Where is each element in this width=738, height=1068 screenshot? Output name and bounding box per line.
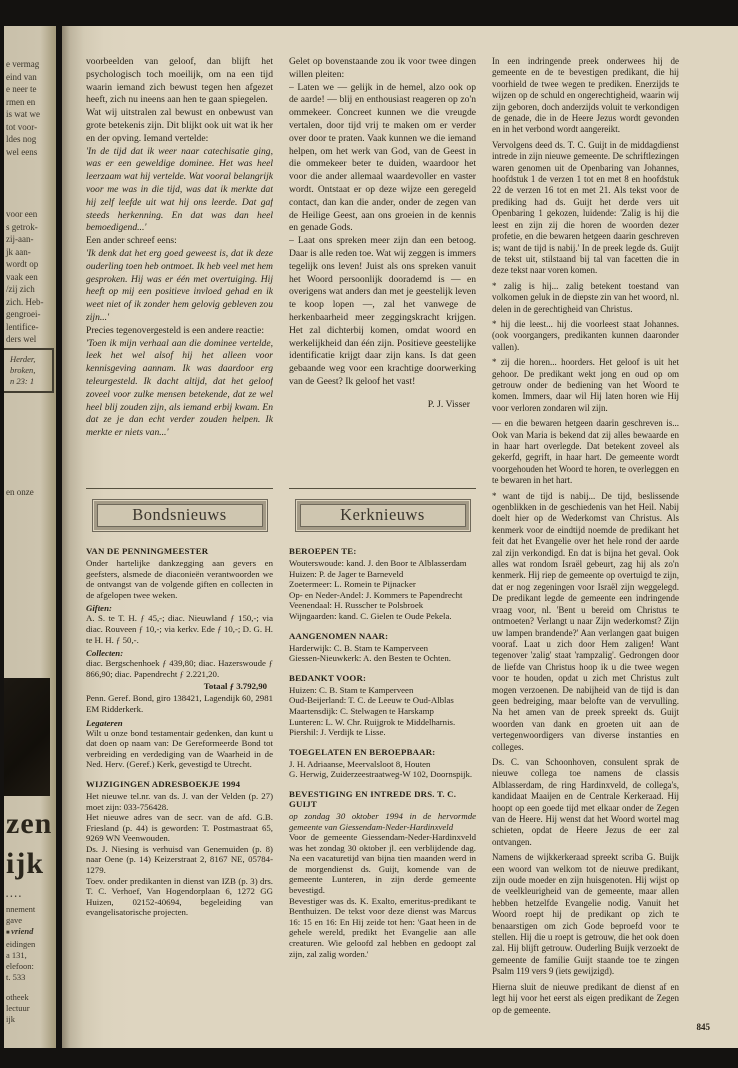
kerknieuws-banner [295,499,471,532]
body-paragraph: Wat wij uitstralen zal bewust en onbewust van grote betekenis zijn. Dit blijkt ook uit wat ik her en der opving. Iemand vertelde: [86,107,273,144]
column-right [492,56,679,1030]
news-paragraph: Het nieuwe adres van de secr. van de afd. G.B. Friesland (p. 44) is geworden: T. Postmastraat 65, 9269 WN Veenwouden. [86,812,273,844]
news-item: Huizen: C. B. Stam te Kamperveen [289,684,414,695]
edge-fragment: eind van [6,71,37,82]
news-item: Harderwijk: C. B. Stam te Kamperveen [289,642,429,653]
body-paragraph: Precies tegenovergesteld is een andere reactie: [86,324,265,336]
report-paragraph: * zij die horen... hoorders. Het geloof is uit het gehoor. De predikant wekt jong en oud op om getrouw onder de bediening van het Woord te komen. Immers, daar wil Hij laten horen wie Hij voor verloren zondaren wil zijn. [492,357,679,413]
edge-fragment: en onze [6,487,34,497]
news-paragraph: A. S. te T. H. ƒ 45,-; diac. Nieuwland ƒ 150,-; via diac. Rouveen ƒ 10,-; via kerkv. Ede ƒ 10,-; D. G. H. te H. H. ƒ 50,-. [86,613,273,645]
edge-fragment: a 131, [6,950,27,960]
edge-fragment: /zij zich [6,284,35,294]
news-item: Maartensdijk: C. Stelwagen te Harskamp [289,705,434,716]
edge-quote-line: n 23: 1 [10,376,35,386]
section-title: BEVESTIGING EN INTREDE DRS. T. C. GUIJT [289,788,457,809]
edge-fragment: ijk [6,1014,15,1024]
news-item: Veenendaal: H. Russcher te Polsbroek [289,600,424,611]
edge-fragment: gave [6,915,23,925]
body-paragraph: – Laten we — gelijk in de hemel, alzo ook op de aarde! — blij en enthousiast reageren op zo'n ommekeer. Concreet kunnen we die vreugde vertalen, door tijd vrij te maken om er verder over door te praten. Vaak kunnen we die iemand helpen, om het werk van God, van de Geest in die ommekeer beter te duiden, waardoor het voor die ander allemaal waardevoller en vaster wordt. Ontstaat er op deze wijze een geregeld contact, dan kan die ander, onder de zegen van de Heilige Geest, aan ons groeien in de kennis en genade Gods. [289,81,476,234]
news-item: Zoetermeer: L. Romein te Pijnacker [289,579,416,590]
edge-photo-fragment [4,678,50,796]
edge-fragment: lectuur [6,1003,30,1013]
body-paragraph: – Laat ons spreken meer zijn dan een betoog. Daar is alle reden toe. Wat wij zeggen is immers tegelijk ons leven! Juist als ons spreken vanuit het Woord persoonlijk doorademd is — en overigens wat anders dan met je geestelijk leven te koop lopen —, zal het vanwege de herkenbaarheid meer zeggingskracht krijgen. Het zal dichterbij komen, omdat woord en werkelijkheid dan één zijn. Positieve geestelijke identificatie krijgt daar zijn kans. Is dat geen gebaande weg voor een krachtige doorwerking van de Geest? Ik geloof het vast! [289,235,476,387]
page-columns [86,56,680,1030]
report-paragraph: Ds. C. van Schoonhoven, consulent sprak de nieuwe collega toe namens de classis Alblasserdam, de ring Hardinxveld, de collega's, kandidaat Maaijen en de Centrale Kerkeraad. Hij hoopt op een goede tijd met elkaar onder de Zegen van de Heere. Hij wenst dat het Woord wortel mag schieten, opdat de Heere Jezus de eer zal ontvangen. [492,756,679,847]
edge-fragment: wel eens [6,146,38,157]
body-paragraph: Een ander schreef eens: [86,235,177,247]
edge-fragment: nnement [6,904,36,914]
news-item: G. Herwig, Zuiderzeestraatweg-W 102, Doornspijk. [289,769,473,780]
bondsnieuws-banner [92,499,268,532]
kerknieuws-section [289,488,476,1030]
news-paragraph: Onder hartelijke dankzegging aan gevers en geefsters, alsmede de diaconieën verantwoorden we de ontvangst van de volgende giften en collecten in de afgelopen twee weken. [86,558,273,600]
news-item: Giessen-Nieuwkerk: A. den Besten te Ochten. [289,653,451,664]
news-item: Lunteren: L. W. Chr. Ruijgrok te Middelharnis. [289,716,456,727]
news-paragraph: Toev. onder predikanten in dienst van IZB (p. 3) drs. T. C. Verhoef, Van Hogendorplaan 6, 1272 GG Huizen, 02152-40694, begeleiding van evangelisatorische projecten. [86,875,273,918]
news-item: Op- en Neder-Andel: J. Kommers te Papendrecht [289,589,463,600]
news-paragraph: diac. Bergschenhoek ƒ 439,80; diac. Hazerswoude ƒ 866,90; diac. Papendrecht ƒ 2.221,20. [86,658,273,679]
news-item: Wouterswoude: kand. J. den Boor te Alblasserdam [289,558,467,568]
edge-fragment: zij-aan- [6,234,34,244]
article-left-column [86,56,273,480]
body-paragraph-quote: 'Ik denk dat het erg goed geweest is, dat ik deze ouderling toen heb ontmoet. Ik heb veel met hem gesproken. Hij was er één met overtuiging. Hij heeft op mij een positieve invloed gehad en ik weet niet of ik zonder hem gelovig gebleven zou zijn...' [86,247,273,323]
report-paragraph: Vervolgens deed ds. T. C. Guijt in de middagdienst intrede in zijn nieuwe gemeente. De schriftlezingen waren genomen uit de Openbaring van Johannes, hoofdstuk 1 de verzen 1 tot en met 8 en hoofdstuk 22 de verzen 16 tot en met 21. Als tekst voor de prediking had ds. Guijt het derde vers uit Openbaring 1 gekozen, luidende: 'Zalig is hij die leest en zijn zij die horen de woorden dezer profetie, en die bewaren hetgeen daarin geschreven is; want de tijd is nabij.' In de preek legde ds. Guijt de tekst uit, stilstaand bij tal van facetten die in deze tekst naar voren komen. [492,139,679,276]
report-paragraph: * zalig is hij... zalig betekent toestand van volkomen geluk in de diepste zin van het woord, nl. delen in de gerechtigheid van Christus. [492,280,679,314]
edge-fragment: ders wel [6,334,37,344]
edge-masthead-line: ijk [6,847,45,880]
column-middle [289,56,476,1030]
news-paragraph: Bevestiger was ds. K. Exalto, emeritus-predikant te Benthuizen. De tekst voor deze dienst was Marcus 16: 15 en 16: En Hij zeide tot hen: 'Gaat heen in de gehele wereld, predikt het Evangelie aan alle creaturen. Wie geloofd zal hebben en gedoopt zal zijn, zal zalig worden.' [289,895,476,959]
edge-fragment: e neer te [6,84,37,94]
edge-fragment: s getrok- [6,221,38,232]
edge-fragment: eidingen [6,939,36,949]
page-number: 845 [696,1022,710,1032]
author-signature: P. J. Visser [427,398,470,410]
edge-fragment: tot voor- [6,121,38,132]
edge-fragment: gengroei- [6,309,41,319]
edge-quote-box [4,348,54,393]
kerknieuws-banner-label: Kerknieuws [340,505,425,524]
news-item: Huizen: P. de Jager te Barneveld [289,568,404,579]
news-paragraph: Ds. J. Niesing is verhuisd van Genemuiden (p. 8) naar Oene (p. 14) Keizerstraat 2, 8167 NE, 05784-1279. [86,843,273,876]
collecten-label: Collecten: [86,648,124,659]
report-paragraph: * want de tijd is nabij... De tijd, beslissende ogenblikken in de geschiedenis van het Heil. Nabij doelt hier op de Wederkomst van Christus. Als kenmerk voor de eindtijd noemde de predikant het feit dat het Evangelie over het hele rond der aarde zal zijn verkondigd. En dat is bijna het geval. Ook alles wat rondom Israël gebeurt, zag hij als zo'n kenmerk. Hij riep de gemeente op overtuigd te zijn, dat er nog zegeningen voor Israël zijn weggelegd. De predikant legde de gemeente een indringende vraag voor, nl. 'Bent u bereid om Christus te ontmoeten? Verlangt u naar Zijn wederkomst? Zijn uw lampen brandende?' Aan verlangen gaat buigen vooraf. Laat u zich door Hem zaligen! Want tegenover 'zalig' staat 'rampzalig'. Gedrongen door de liefde van Christus hoop ik u die twee wegen voor te houden, opdat u zich met Christus zult mogen verzoenen. De nabijheid van de tijd is dan geen bedreiging, maar belofte van de vervulling. Na het amen van de preek spreekt ds. Guijt woorden van dank en groeten uit aan de vertegenwoordigers van diverse instanties en colleges. [492,490,679,752]
edge-fragment: lentifice- [6,321,39,332]
edge-fragment: ldes nog [6,134,37,144]
news-paragraph: Voor de gemeente Giessendam-Neder-Hardinxveld was het zondag 30 oktober jl. een verblijdende dag. Na een vacaturetijd van bijna tien maanden werd in de morgendienst ds. Guijt, komende van de gemeente Lunteren, in zijn derde gemeente bevestigd. [289,832,476,896]
edge-text-fragments-top [6,58,40,158]
bevestiging-subtitle: op zondag 30 oktober 1994 in de hervormde gemeente van Giessendam-Neder-Hardinxveld [289,810,476,832]
report-paragraph: Namens de wijkkerkeraad spreekt scriba G. Buijk een woord van welkom tot de nieuwe predikant, zijn oude moeder en zijn huisgenoten. Hij wijst op de veelkleurigheid van de gemeente, maar allen hebben hetzelfde Evangelie nodig. Vanuit het Woord roept hij de predikant op zich te benaarstigen om zich Gode beproefd voor te stellen. Hij die u roept is getrouw, die het ook doen zal. Hij blijft getrouw. Ouderling Buijk verzoekt de gemeente de familie Guijt staande toe te zingen Psalm 119 vers 9 (iets gewijzigd). [492,852,679,977]
news-paragraph: Het nieuwe tel.nr. van ds. J. van der Velden (p. 27) moet zijn: 033-756428. [86,790,273,812]
giften-label: Giften: [86,603,112,614]
news-item: Oud-Beijerland: T. C. de Leeuw te Oud-Alblas [289,695,454,706]
edge-fragment: e vermag [6,59,40,69]
edge-fragment: voor een [6,209,38,219]
magazine-page [62,26,738,1048]
body-paragraph: voorbeelden van geloof, dan blijft het psychologisch toch moeilijk, om na een tijd waarin iemand zich bewust tegen hen afgezet heeft, zich nu ineens aan hen te gaan spiegelen. [86,56,273,106]
report-paragraph: Hierna sluit de nieuwe predikant de dienst af en legt hij voor het eerst als eigen predikant de Zegen op de gemeente. [492,981,679,1015]
legateren-label: Legateren [86,717,123,728]
edge-fragment: t. 533 [6,972,26,982]
edge-fragment: elefoon: [6,961,34,971]
edge-fragment: rmen en [6,96,36,107]
edge-fragment: ■ vriend [6,926,35,939]
section-title: BEROEPEN TE: [289,546,357,556]
edge-masthead-fragment [6,804,52,884]
edge-quote-line: Herder, [10,354,36,364]
edge-bottom-fragments [6,992,30,1025]
news-paragraph: Penn. Geref. Bond, giro 138421, Lagendijk 60, 2981 EM Ridderkerk. [86,693,273,714]
body-paragraph-quote: 'In de tijd dat ik weer naar catechisatie ging, was er een geweldige dominee. Het was heel leerzaam wat hij vertelde. Wat vooral belangrijk voor me was in die tijd, was dat ik merkte dat hij zelf leefde uit wat hij ons leerde. Dat gaf steeds herkenning. En dat was dan heel bemoedigend...' [86,145,273,234]
edge-fragment: is wat we [6,109,40,119]
bondsnieuws-banner-label: Bondsnieuws [132,505,227,524]
edge-text-fragments-mid [6,208,43,346]
news-item: Piershil: J. Verdijk te Lisse. [289,727,386,738]
news-item: Wijngaarden: kand. C. Gielen te Oude Pekela. [289,610,452,621]
edge-quote-line: broken, [10,365,36,375]
news-item: J. H. Adriaanse, Meervalsloot 8, Houten [289,758,431,769]
edge-fragment: vaak een [6,271,38,282]
report-paragraph: * hij die leest... hij die voorleest staat Johannes. (ook voorgangers, predikanten kunnen daaronder vallen). [492,318,679,352]
edge-fragment: otheek [6,992,29,1002]
edge-fragment: zich. Heb- [6,296,44,307]
article-middle-column [289,56,476,480]
section-title: WIJZIGINGEN ADRESBOEKJE 1994 [86,778,241,789]
section-title: TOEGELATEN EN BEROEPBAAR: [289,746,436,757]
edge-masthead-line: zen [6,807,53,840]
edge-fragment: jk aan- [6,246,31,257]
column-left [86,56,273,1030]
section-title: AANGENOMEN NAAR: [289,630,389,641]
bondsnieuws-section [86,488,273,1030]
section-title: VAN DE PENNINGMEESTER [86,546,209,556]
report-paragraph: In een indringende preek onderwees hij de gemeente en de te bevestigen predikant, die hij voorhield de twee wegen te prediken. Enerzijds te wijzen op de schuld en ongerechtigheid, waarin wij zijn geboren, doch anderzijds voluit te verkondigen de genade, die in de Heere Jezus wordt gevonden en in het verbond wordt aangereikt. [492,56,679,135]
report-paragraph: — en die bewaren hetgeen daarin geschreven is... Ook van Maria is bekend dat zij alles bewaarde en in haar hart overlegde. Dat betekent zoveel als gekerfd, gegrift, in haar hart. De gemeente wordt voorgehouden het Woord te horen, te overleggen en te bewaren in het hart. [492,418,679,486]
body-paragraph: Gelet op bovenstaande zou ik voor twee dingen willen pleiten: [289,56,476,80]
news-paragraph: Wilt u onze bond testamentair gedenken, dan kunt u dat doen op naam van: De Gereformeerde Bond tot verbreiding en verdediging van de Waarheid in de Ned. Herv. (Geref.) Kerk, gevestigd te Utrecht. [86,727,273,770]
edge-fragment: wordt op [6,259,39,269]
total-amount: Totaal ƒ 3.792,90 [203,681,267,692]
edge-small-fragments [6,904,35,983]
section-title: BEDANKT VOOR: [289,672,367,683]
body-paragraph-quote: 'Toen ik mijn verhaal aan die dominee vertelde, leek het wel alsof hij het alleen voor kennisgeving aannam. Ik was daardoor erg teleurgesteld. Ik dacht altijd, dat het geloof zoveel voor zulke mensen betekende, dat ze wel heel blij zouden zijn, als iemand erbij kwam. En dat ze je dan echt verder zouden helpen. Ik merkte er niets van...' [86,337,273,439]
adjacent-page-edge [4,26,56,1048]
edge-dots-fragment: .... [6,889,23,899]
